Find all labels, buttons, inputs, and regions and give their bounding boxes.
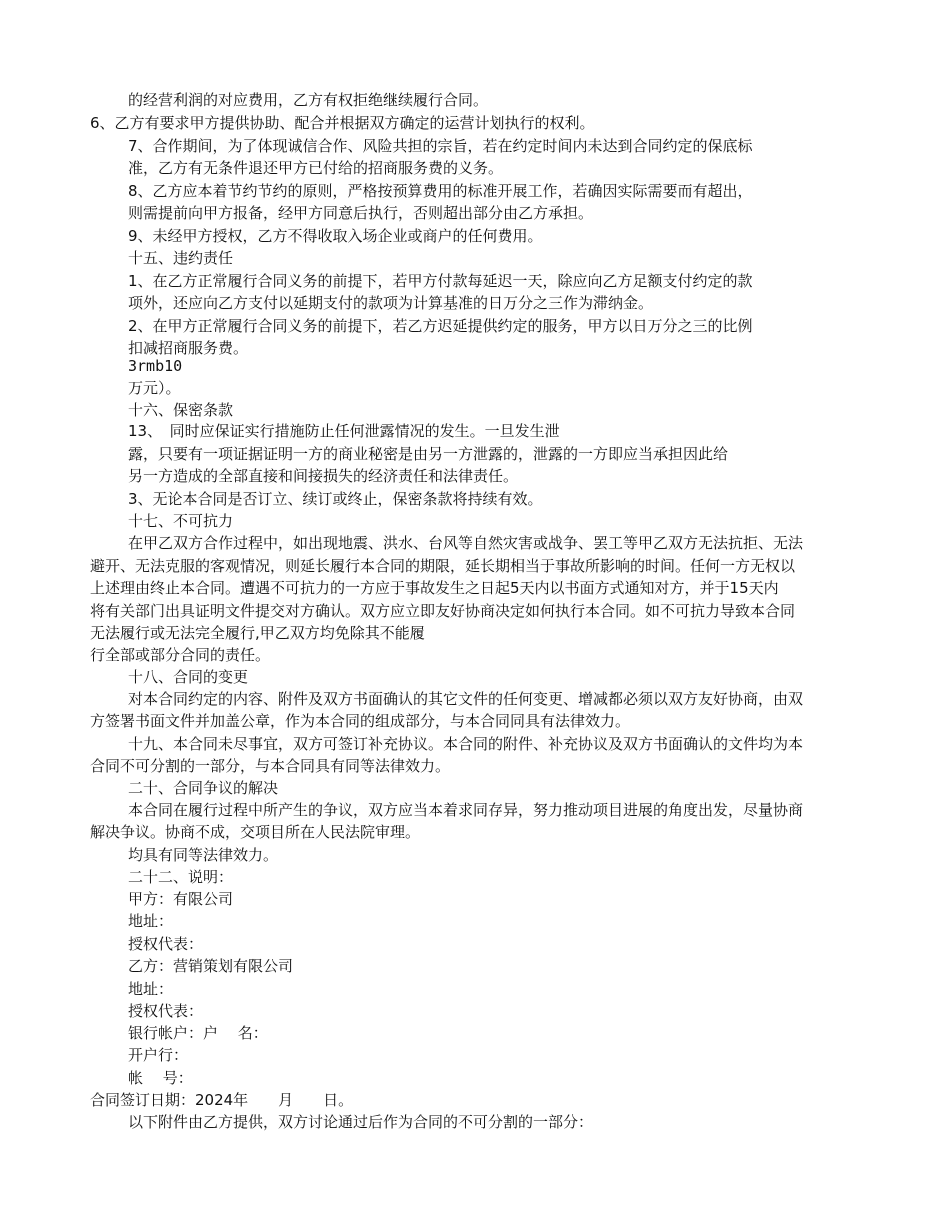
text-line: 扣减招商服务费。 bbox=[128, 339, 249, 357]
text-line: 准，乙方有无条件退还甲方已付给的招商服务费的义务。 bbox=[128, 159, 504, 177]
text-line: 13、 同时应保证实行措施防止任何泄露情况的发生。一旦发生泄 bbox=[128, 422, 560, 440]
text-line: 万元）。 bbox=[128, 379, 181, 397]
representative-label: 授权代表： bbox=[128, 1002, 204, 1020]
text-line: 则需提前向甲方报备，经甲方同意后执行，否则超出部分由乙方承担。 bbox=[128, 204, 594, 222]
text-line: 解决争议。协商不成，交项目所在人民法院审理。 bbox=[90, 823, 421, 841]
address-label: 地址： bbox=[128, 980, 174, 998]
text-line: 行全部或部分合同的责任。 bbox=[90, 646, 271, 664]
text-line: 另一方造成的全部直接和间接损失的经济责任和法律责任。 bbox=[128, 467, 519, 485]
text-line: 合同不可分割的一部分，与本合同具有同等法律效力。 bbox=[90, 757, 451, 775]
text-line: 将有关部门出具证明文件提交对方确认。双方应立即友好协商决定如何执行本合同。如不可抗力导致本合同 bbox=[90, 602, 796, 620]
text-line: 避开、无法克服的客观情况，则延长履行本合同的期限，延长期相当于事故所影响的时间。任何一方无权以 bbox=[90, 557, 796, 575]
representative-label: 授权代表： bbox=[128, 935, 204, 953]
section-heading: 二十二、说明： bbox=[128, 868, 234, 886]
bank-branch-label: 开户行： bbox=[128, 1046, 189, 1064]
text-line: 在甲乙双方合作过程中，如出现地震、洪水、台风等自然灾害或战争、罢工等甲乙双方无法抗拒、无法 bbox=[128, 534, 804, 552]
section-heading: 十七、不可抗力 bbox=[128, 512, 234, 530]
section-heading: 十六、保密条款 bbox=[128, 401, 234, 419]
party-a-label: 甲方：有限公司 bbox=[128, 890, 234, 908]
text-line: 8、乙方应本着节约节约的原则，严格按预算费用的标准开展工作，若确因实际需要而有超出， bbox=[128, 182, 753, 200]
section-heading: 十八、合同的变更 bbox=[128, 668, 249, 686]
text-line: 的经营利润的对应费用，乙方有权拒绝继续履行合同。 bbox=[128, 91, 489, 109]
text-line: 对本合同约定的内容、附件及双方书面确认的其它文件的任何变更、增减都必须以双方友好协商，由双 bbox=[128, 690, 804, 708]
text-line: 项外，还应向乙方支付以延期支付的款项为计算基准的日万分之三作为滞纳金。 bbox=[128, 294, 654, 312]
text-line: 7、合作期间，为了体现诚信合作、风险共担的宗旨，若在约定时间内未达到合同约定的保底标 bbox=[128, 137, 753, 155]
address-label: 地址： bbox=[128, 912, 174, 930]
text-line: 1、在乙方正常履行合同义务的前提下，若甲方付款每延迟一天，除应向乙方足额支付约定的款 bbox=[128, 272, 753, 290]
text-line: 方签署书面文件并加盖公章，作为本合同的组成部分，与本合同同具有法律效力。 bbox=[90, 712, 631, 730]
section-heading: 二十、合同争议的解决 bbox=[128, 779, 279, 797]
signing-date: 合同签订日期：2024年 月 日。 bbox=[90, 1091, 354, 1109]
text-line: 上述理由终止本合同。遭遇不可抗力的一方应于事故发生之日起5天内以书面方式通知对方，并于15天内 bbox=[90, 579, 779, 597]
text-line: 露，只要有一项证据证明一方的商业秘密是由另一方泄露的，泄露的一方即应当承担因此给 bbox=[128, 445, 729, 463]
text-line: 9、未经甲方授权，乙方不得收取入场企业或商户的任何费用。 bbox=[128, 227, 543, 245]
section-heading: 十五、违约责任 bbox=[128, 249, 234, 267]
text-line: 6、乙方有要求甲方提供协助、配合并根据双方确定的运营计划执行的权利。 bbox=[90, 114, 595, 132]
text-line: 以下附件由乙方提供，双方讨论通过后作为合同的不可分割的一部分： bbox=[128, 1113, 594, 1131]
text-line: 无法履行或无法完全履行,甲乙双方均免除其不能履 bbox=[90, 624, 425, 642]
text-line: 十九、本合同未尽事宜，双方可签订补充协议。本合同的附件、补充协议及双方书面确认的文件均为本 bbox=[128, 735, 804, 753]
party-b-label: 乙方：营销策划有限公司 bbox=[128, 957, 294, 975]
text-line: 均具有同等法律效力。 bbox=[128, 846, 279, 864]
text-line: 2、在甲方正常履行合同义务的前提下，若乙方迟延提供约定的服务，甲方以日万分之三的比例 bbox=[128, 317, 753, 335]
text-line: 3rmb10 bbox=[128, 357, 183, 375]
text-line: 本合同在履行过程中所产生的争议，双方应当本着求同存异，努力推动项目进展的角度出发，尽量协商 bbox=[128, 801, 804, 819]
account-number-label: 帐 号： bbox=[128, 1069, 193, 1087]
bank-account-label: 银行帐户：户 名： bbox=[128, 1024, 268, 1042]
text-line: 3、无论本合同是否订立、续订或终止，保密条款将持续有效。 bbox=[128, 490, 543, 508]
